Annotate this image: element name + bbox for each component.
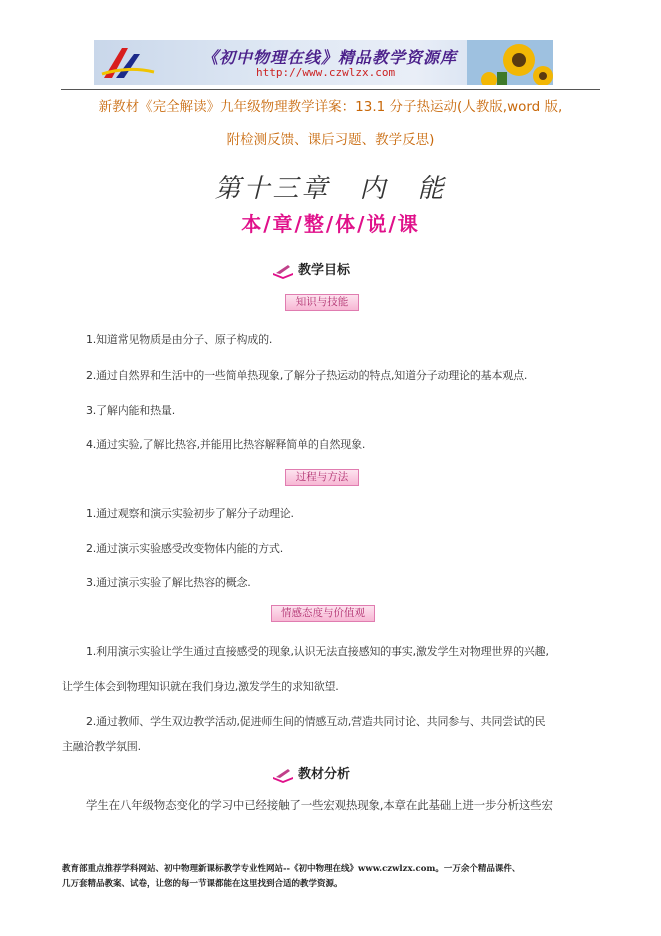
pen-book-icon [272,767,294,783]
analysis-heading-text: 教材分析 [298,767,351,782]
process-tag: 过程与方法 [285,469,359,486]
emotion-item-1-line-2: 让学生体会到物理知识就在我们身边,激发学生的求知欲望. [62,680,339,693]
footer-line-1: 教育部重点推荐学科网站、初中物理新课标教学专业性网站--《初中物理在线》www.czwlzx.com。一万余个精品课件、 [62,864,521,874]
emotion-item-1-line-1: 1.利用演示实验让学生通过直接感受的现象,认识无法直接感知的事实,激发学生对物理世界的兴趣, [86,645,549,658]
process-item-3: 3.通过演示实验了解比热容的概念. [86,576,251,589]
knowledge-item-1: 1.知道常见物质是由分子、原子构成的. [86,333,273,346]
banner-title: 《初中物理在线》精品教学资源库 [202,48,458,67]
site-logo-icon [98,44,158,82]
page-footer [62,862,602,892]
sunflower-icon [467,40,553,85]
knowledge-item-3: 3.了解内能和热量. [86,404,175,417]
goals-heading-text: 教学目标 [298,263,351,278]
footer-line-2: 几万套精品教案、试卷，让您的每一节课都能在这里找到合适的教学资源。 [62,879,343,889]
emotion-tag: 情感态度与价值观 [271,605,375,622]
analysis-heading [272,763,350,783]
knowledge-item-4: 4.通过实验,了解比热容,并能用比热容解释简单的自然现象. [86,438,366,451]
emotion-item-2-line-2: 主融洽教学氛围. [62,740,141,753]
pen-book-icon [272,263,294,279]
document-title-line-1: 新教材《完全解读》九年级物理教学详案：13.1 分子热运动(人教版,word 版, [98,99,563,115]
knowledge-tag: 知识与技能 [285,294,359,311]
goals-heading [272,259,350,279]
header-banner [94,40,553,85]
process-item-2: 2.通过演示实验感受改变物体内能的方式. [86,542,283,555]
emotion-item-2-line-1: 2.通过教师、学生双边教学活动,促进师生间的情感互动,营造共同讨论、共同参与、共同尝试的民 [86,715,546,728]
analysis-paragraph: 学生在八年级物态变化的学习中已经接触了一些宏观热现象,本章在此基础上进一步分析这些宏 [86,798,553,812]
header-rule [61,89,600,90]
banner-url: http://www.czwlzx.com [256,66,396,79]
section-title: 本/章/整/体/说/课 [241,212,420,236]
document-title-line-2: 附检测反馈、课后习题、教学反思) [226,132,435,148]
chapter-title: 第十三章 内 能 [214,174,447,204]
process-item-1: 1.通过观察和演示实验初步了解分子动理论. [86,507,294,520]
knowledge-item-2: 2.通过自然界和生活中的一些简单热现象,了解分子热运动的特点,知道分子动理论的基本观点. [86,369,528,382]
